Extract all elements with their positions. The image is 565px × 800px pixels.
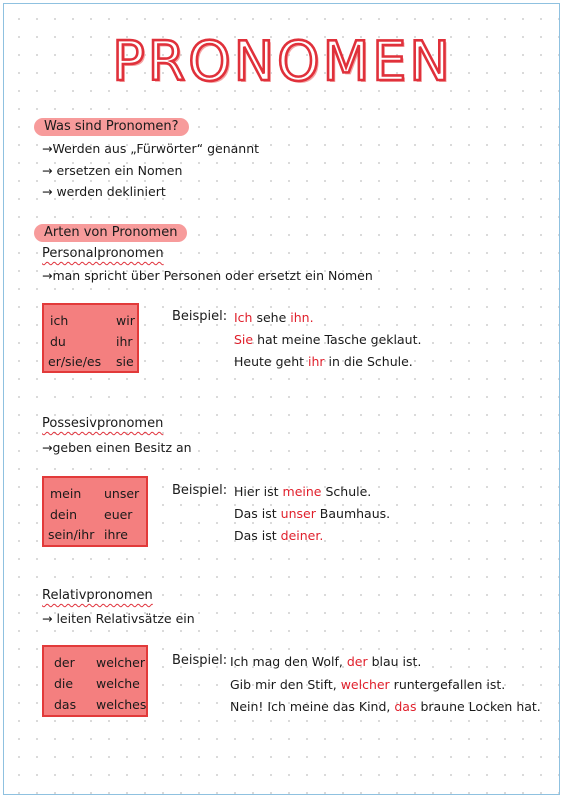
table-cell: sein/ihr [48, 527, 95, 542]
example-sentence: Ich sehe ihn. [234, 310, 314, 325]
example-label: Beispiel: [172, 483, 228, 498]
table-cell: welcher [96, 655, 146, 670]
section-relative-note: → leiten Relativsätze ein [42, 611, 195, 626]
table-cell: sie [116, 354, 134, 369]
table-cell: welches [96, 697, 147, 712]
intro-heading: Was sind Pronomen? [34, 118, 189, 136]
table-cell: ich [50, 313, 69, 328]
example-sentence: Sie hat meine Tasche geklaut. [234, 332, 422, 347]
table-cell: ihre [104, 527, 128, 542]
intro-bullet-3: → werden dekliniert [42, 184, 166, 199]
section-personal-title: Personalpronomen [42, 246, 164, 261]
table-cell: wir [116, 313, 135, 328]
section-relative-title: Relativpronomen [42, 588, 153, 603]
example-sentence: Hier ist meine Schule. [234, 484, 372, 499]
intro-bullet-2: → ersetzen ein Nomen [42, 163, 183, 178]
example-sentence: Ich mag den Wolf, der blau ist. [230, 654, 422, 669]
example-label: Beispiel: [172, 653, 228, 668]
example-sentence: Heute geht ihr in die Schule. [234, 354, 413, 369]
example-sentence: Nein! Ich meine das Kind, das braune Locken hat. [230, 699, 541, 714]
table-cell: unser [104, 486, 140, 501]
page-title: PRONOMEN [112, 30, 453, 93]
table-cell: der [54, 655, 75, 670]
example-label: Beispiel: [172, 309, 228, 324]
types-heading: Arten von Pronomen [34, 224, 187, 242]
table-cell: dein [50, 507, 78, 522]
section-possessive-title: Possesivpronomen [42, 416, 164, 431]
table-cell: das [54, 697, 77, 712]
example-sentence: Das ist deiner. [234, 528, 324, 543]
table-cell: du [50, 334, 66, 349]
intro-bullet-1: →Werden aus „Fürwörter“ genannt [42, 141, 260, 156]
table-cell: ihr [116, 334, 133, 349]
relative-pronoun-table [42, 645, 148, 717]
example-sentence: Das ist unser Baumhaus. [234, 506, 391, 521]
personal-pronoun-table [42, 303, 139, 373]
table-cell: mein [50, 486, 82, 501]
section-personal-note: →man spricht über Personen oder ersetzt ein Nomen [42, 268, 373, 283]
table-cell: euer [104, 507, 133, 522]
table-cell: die [54, 676, 74, 691]
section-possessive-note: →geben einen Besitz an [42, 440, 192, 455]
example-sentence: Gib mir den Stift, welcher runtergefallen ist. [230, 677, 506, 692]
table-cell: welche [96, 676, 140, 691]
possessive-pronoun-table [42, 476, 148, 547]
table-cell: er/sie/es [48, 354, 102, 369]
